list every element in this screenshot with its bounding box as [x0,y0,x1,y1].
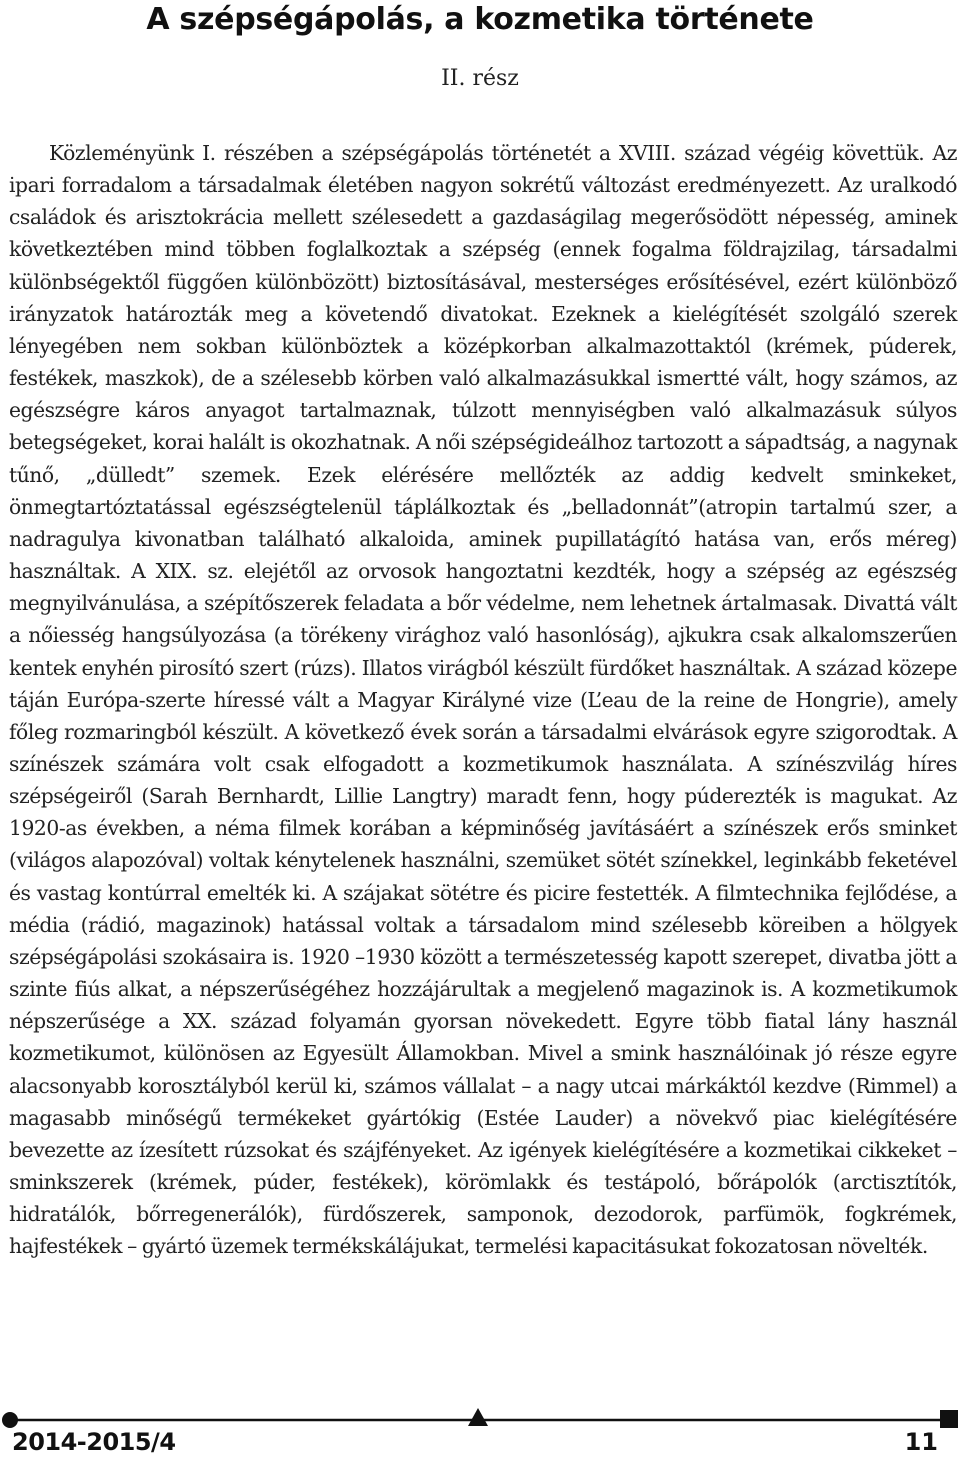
article-part: II. rész [441,66,519,91]
article-body: Közleményünk I. részében a szépségápolás történetét a XVIII. század végéig követtük. Az ipari forradalom a társadalmak életében nagyon sokrétű változást eredményezett. Az uralkodó családok és arisztokrácia mellett szélesedett a gazdaságilag megerősödött népesség, aminek következtében mind többen foglalkoztak a szépség (ennek fogalma földrajzilag, társadalmi különbségektől függően különbözött) biztosításával, mesterséges erősítésével, ezért különböző irányzatok határozták meg a követendő divatokat. Ezeknek a kielégítését szolgáló szerek lényegében nem sokban különböztek a középkorban alkalmazottaktól (krémek, púderek, festékek, maszkok), de a szélesebb körben való alkalmazásukkal ismertté vált, hogy számos, az egészségre káros anyagot tartalmaznak, túlzott mennyiségben való alkalmazásuk súlyos betegségeket, korai halált is okozhatnak. A női szépségideálhoz tartozott a sápadtság, a nagynak tűnő, „dülledt” szemek. Ezek elérésére mellőzték az addig kedvelt sminkeket, önmegtartóztatással egészségtelenül táplálkoztak és „belladonnát”(atropin tartalmú szer, a nadragulya kivonatban található alkaloida, aminek pupillatágító hatása van, erős méreg) használtak. A XIX. sz. elejétől az orvosok hangoztatni kezdték, hogy a szépség az egészség megnyilvánulása, a szépítőszerek feladata a bőr védelme, nem lehetnek ártalmasak. Divattá vált a nőiesség hangsúlyozása (a törékeny virághoz való hasonlóság), ajkukra csak alkalomszerűen kentek enyhén pirosító szert (rúzs). Illatos virágból készült fürdőket használtak. A század közepe táján Európa-szerte híressé vált a Magyar Királyné vize (L’eau de la reine de Hongrie), amely főleg rozmaringból készült. A következő évek során a társadalmi elvárások egyre szigorodtak. A színészek számára volt csak elfogadott a kozmetikumok használata. A színészvilág híres szépségeiről (Sarah Bernhardt, Lillie Langtry) maradt fenn, hogy púderezték is magukat. Az 1920-as években, a néma filmek korában a képminőség javításáért a színészek erős sminket (világos alapozóval) voltak kénytelenek használni, szemüket sötét színekkel, leginkább feketével és vastag kontúrral emelték ki. A szájakat sötétre és picire festették. A filmtechnika fejlődése, a média (rádió, magazinok) hatással voltak a társadalom mind szélesebb köreiben a hölgyek szépségápolási szokásaira is. 1920 –1930 között a természetesség kapott szerepet, divatba jött a szinte fiús alkat, a népszerűségéhez hozzájárultak a megjelenő magazinok is. A kozmetikumok népszerűsége a XX. század folyamán gyorsan növekedett. Egyre több fiatal lány használ kozmetikumot, különösen az Egyesült Államokban. Mivel a smink használóinak jó része egyre alacsonyabb korosztályból kerül ki, számos vállalat – a nagy utcai márkáktól kezdve (Rimmel) a magasabb minőségű termékeket gyártókig (Estée Lauder) a növekvő piac kielégítésére bevezette az ízesített rúzsokat és szájfényeket. Az igények kielégítésére a kozmetikai cikkeket – sminkszerek (krémek, púder, festékek), körömlakk és testápoló, bőrápolók (arctisztítók, hidratálók, bőrregenerálók), fürdőszerek, samponok, dezodorok, parfümök, fogkrémek, hajfestékek – gyártó üzemek termékskálájukat, termelési kapacitásukat fokozatosan növelték. [9,141,957,1259]
triangle-icon [468,1408,488,1426]
issue-number: 2014-2015/4 [12,1428,176,1456]
circle-icon [2,1412,18,1428]
square-icon [940,1410,958,1428]
article-title: A szépségápolás, a kozmetika története [146,2,814,37]
footer-rule [0,1402,960,1428]
page-number: 11 [904,1428,938,1456]
